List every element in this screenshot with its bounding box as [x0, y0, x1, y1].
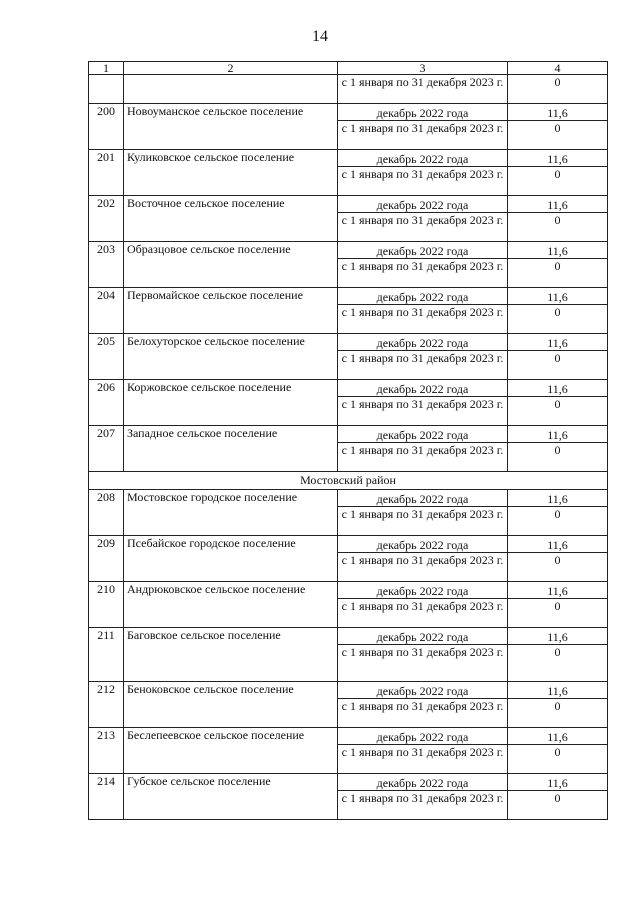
continuation-row	[89, 75, 608, 104]
period-cell: с 1 января по 31 декабря 2023 г.	[338, 305, 508, 334]
value-cell: 0	[508, 645, 608, 682]
table-row	[89, 288, 608, 305]
settlement-name: Новоуманское сельское поселение	[124, 104, 338, 150]
value-cell: 11,6	[508, 536, 608, 553]
period-cell: с 1 января по 31 декабря 2023 г.	[338, 397, 508, 426]
period-cell: декабрь 2022 года	[338, 582, 508, 599]
settlement-name: Беноковское сельское поселение	[124, 682, 338, 728]
settlement-number: 201	[89, 150, 124, 196]
settlement-number: 200	[89, 104, 124, 150]
value-cell: 0	[508, 791, 608, 820]
settlement-number: 213	[89, 728, 124, 774]
header-cell-1: 1	[89, 62, 124, 75]
value-cell: 0	[508, 351, 608, 380]
period-cell: декабрь 2022 года	[338, 334, 508, 351]
period-cell: декабрь 2022 года	[338, 196, 508, 213]
value-cell: 0	[508, 443, 608, 472]
table-row	[89, 104, 608, 121]
settlement-name: Первомайское сельское поселение	[124, 288, 338, 334]
value-cell: 11,6	[508, 150, 608, 167]
period-cell: с 1 января по 31 декабря 2023 г.	[338, 259, 508, 288]
period-cell: декабрь 2022 года	[338, 104, 508, 121]
district-name: Мостовский район	[89, 472, 608, 490]
period-cell: декабрь 2022 года	[338, 380, 508, 397]
table-row	[89, 682, 608, 699]
value-cell: 11,6	[508, 426, 608, 443]
period-cell: с 1 января по 31 декабря 2023 г.	[338, 507, 508, 536]
settlement-name: Беслепеевское сельское поселение	[124, 728, 338, 774]
value-cell: 0	[508, 699, 608, 728]
period-cell: декабрь 2022 года	[338, 628, 508, 645]
value-cell: 11,6	[508, 774, 608, 791]
period-cell: с 1 января по 31 декабря 2023 г.	[338, 167, 508, 196]
settlement-number: 208	[89, 490, 124, 536]
settlement-name: Губское сельское поселение	[124, 774, 338, 820]
period-cell: декабрь 2022 года	[338, 150, 508, 167]
header-cell-3: 3	[338, 62, 508, 75]
settlement-number: 203	[89, 242, 124, 288]
settlement-number: 214	[89, 774, 124, 820]
settlement-number: 204	[89, 288, 124, 334]
table-row	[89, 150, 608, 167]
settlement-name: Белохуторское сельское поселение	[124, 334, 338, 380]
value-cell: 0	[508, 745, 608, 774]
settlement-number: 202	[89, 196, 124, 242]
table-row	[89, 536, 608, 553]
period-cell: с 1 января по 31 декабря 2023 г.	[338, 121, 508, 150]
table-row	[89, 582, 608, 599]
settlement-name: Образцовое сельское поселение	[124, 242, 338, 288]
settlement-name: Псебайское городское поселение	[124, 536, 338, 582]
value-cell: 11,6	[508, 196, 608, 213]
header-cell-4: 4	[508, 62, 608, 75]
settlement-number: 205	[89, 334, 124, 380]
header-row	[89, 62, 608, 75]
period-cell: декабрь 2022 года	[338, 728, 508, 745]
value-cell: 0	[508, 507, 608, 536]
settlement-name: Западное сельское поселение	[124, 426, 338, 472]
period-cell: с 1 января по 31 декабря 2023 г.	[338, 745, 508, 774]
settlements-table	[88, 61, 608, 820]
district-row	[89, 472, 608, 490]
value-cell: 11,6	[508, 334, 608, 351]
settlement-name: Куликовское сельское поселение	[124, 150, 338, 196]
period-cell: декабрь 2022 года	[338, 682, 508, 699]
period-cell: с 1 января по 31 декабря 2023 г.	[338, 75, 508, 104]
table-row	[89, 196, 608, 213]
settlement-number: 210	[89, 582, 124, 628]
period-cell: с 1 января по 31 декабря 2023 г.	[338, 791, 508, 820]
table-row	[89, 242, 608, 259]
table-row	[89, 774, 608, 791]
value-cell: 0	[508, 553, 608, 582]
value-cell: 0	[508, 397, 608, 426]
settlement-name: Коржовское сельское поселение	[124, 380, 338, 426]
value-cell: 11,6	[508, 242, 608, 259]
settlement-number: 212	[89, 682, 124, 728]
page-number: 14	[312, 28, 328, 45]
continuation-num-cell	[89, 75, 124, 104]
value-cell: 11,6	[508, 490, 608, 507]
table-row	[89, 426, 608, 443]
settlement-name: Мостовское городское поселение	[124, 490, 338, 536]
value-cell: 0	[508, 305, 608, 334]
value-cell: 11,6	[508, 728, 608, 745]
period-cell: декабрь 2022 года	[338, 536, 508, 553]
period-cell: с 1 января по 31 декабря 2023 г.	[338, 443, 508, 472]
settlement-number: 207	[89, 426, 124, 472]
header-cell-2: 2	[124, 62, 338, 75]
settlement-name: Восточное сельское поселение	[124, 196, 338, 242]
value-cell: 11,6	[508, 582, 608, 599]
settlement-name: Андрюковское сельское поселение	[124, 582, 338, 628]
period-cell: декабрь 2022 года	[338, 774, 508, 791]
table-row	[89, 380, 608, 397]
period-cell: с 1 января по 31 декабря 2023 г.	[338, 599, 508, 628]
period-cell: с 1 января по 31 декабря 2023 г.	[338, 645, 508, 682]
value-cell: 0	[508, 167, 608, 196]
value-cell: 11,6	[508, 380, 608, 397]
table-row	[89, 628, 608, 645]
value-cell: 0	[508, 75, 608, 104]
value-cell: 0	[508, 213, 608, 242]
period-cell: декабрь 2022 года	[338, 288, 508, 305]
settlement-name: Баговское сельское поселение	[124, 628, 338, 682]
table-row	[89, 334, 608, 351]
period-cell: с 1 января по 31 декабря 2023 г.	[338, 699, 508, 728]
period-cell: с 1 января по 31 декабря 2023 г.	[338, 351, 508, 380]
value-cell: 0	[508, 121, 608, 150]
period-cell: с 1 января по 31 декабря 2023 г.	[338, 213, 508, 242]
value-cell: 11,6	[508, 288, 608, 305]
period-cell: с 1 января по 31 декабря 2023 г.	[338, 553, 508, 582]
value-cell: 11,6	[508, 104, 608, 121]
table-row	[89, 728, 608, 745]
value-cell: 11,6	[508, 682, 608, 699]
period-cell: декабрь 2022 года	[338, 242, 508, 259]
value-cell: 11,6	[508, 628, 608, 645]
period-cell: декабрь 2022 года	[338, 426, 508, 443]
settlement-number: 211	[89, 628, 124, 682]
table-row	[89, 490, 608, 507]
settlement-number: 209	[89, 536, 124, 582]
period-cell: декабрь 2022 года	[338, 490, 508, 507]
continuation-name-cell	[124, 75, 338, 104]
value-cell: 0	[508, 259, 608, 288]
value-cell: 0	[508, 599, 608, 628]
settlement-number: 206	[89, 380, 124, 426]
